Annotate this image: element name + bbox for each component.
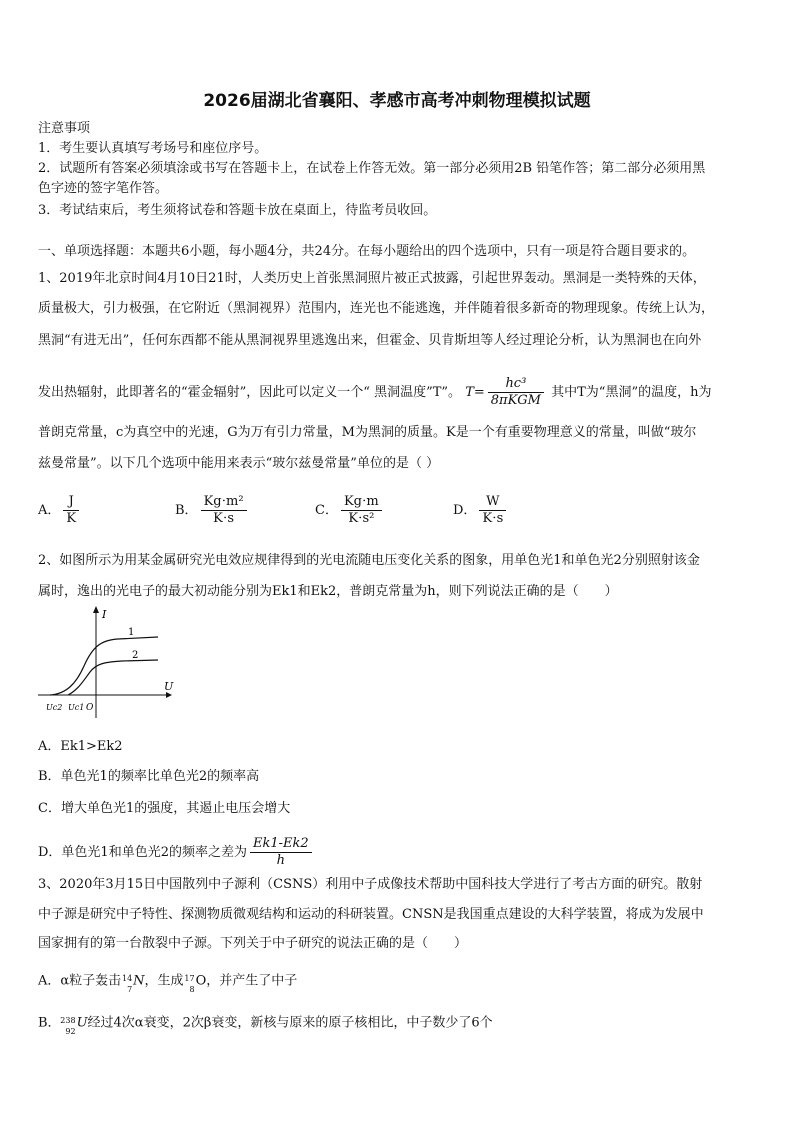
option-fraction (479, 494, 506, 527)
q2-option-d (38, 836, 760, 869)
notice-item-1: 1．考生要认真填写考场号和座位序号。 (38, 141, 268, 156)
uc2-label: Uc2 (46, 703, 63, 712)
q1-line-6: 兹曼常量”。以下几个选项中能用来表示“玻尔兹曼常量”单位的是（ ） (38, 456, 440, 471)
fraction-den: h (276, 853, 285, 868)
fraction-num: Ek1-Ek2 (250, 836, 312, 853)
element-symbol: O (195, 973, 207, 989)
section-heading: 一、单项选择题：本题共6小题，每小题4分，共24分。在每小题给出的四个选项中，只有一项是符合题目要求的。 (38, 244, 696, 259)
option-fraction (201, 494, 247, 527)
q1-line-4-pre: 发出热辐射，此即著名的“霍金辐射”，因此可以定义一个“ 黑洞温度”T”。 (38, 385, 462, 400)
oxygen-nuclide (184, 972, 196, 994)
y-axis-arrow (93, 606, 99, 613)
formula-lhs: T= (465, 385, 485, 400)
q1-line-4 (38, 376, 760, 409)
option-den: K⋅s (482, 511, 504, 526)
q2-option-b: B．单色光1的频率比单色光2的频率高 (38, 769, 260, 784)
option-den: K⋅s² (348, 511, 375, 526)
q3-line-2: 中子源是研究中子特性、探测物质微观结构和运动的科研装置。CNSN是我国重点建设的大科学装置，将成为发展中 (38, 907, 704, 922)
y-axis-label: I (102, 608, 107, 621)
notice-item-2: 2．试题所有答案必须填涂或书写在答题卡上，在试卷上作答无效。第一部分必须用2B 铅笔作答；第二部分必须用黑 (38, 161, 706, 176)
q3-line-1: 3、2020年3月15日中国散列中子源利（CSNS）利用中子成像技术帮助中国科技大学进行了考古方面的研究。散射 (38, 877, 703, 892)
q3-option-b-pre: B． (38, 1015, 61, 1031)
option-num: Kg⋅m (341, 494, 382, 511)
option-label: C． (315, 503, 338, 518)
photoelectric-iv-graph (38, 604, 178, 722)
formula-numerator: hc³ (488, 376, 544, 393)
q1-line-1: 1、2019年北京时间4月10日21时，人类历史上首张黑洞照片被正式披露，引起世界轰动。黑洞是一类特殊的天体， (38, 271, 706, 286)
mass-number: 14 (121, 974, 133, 983)
atomic-number: 7 (127, 985, 133, 994)
formula-denominator: 8πKGM (490, 393, 541, 408)
q2-line-2: 属时，逸出的光电子的最大初动能分别为Ek1和Ek2，普朗克常量为h，则下列说法正确的是（ ） (38, 584, 618, 599)
q1-line-4-post: 其中T为“黑洞”的温度，h为 (551, 385, 712, 400)
element-symbol: N (133, 973, 145, 989)
q1-line-3: 黑洞“有进无出”，任何东西都不能从黑洞视界里逃逸出来，但霍金、贝肯斯坦等人经过理论分析，认为黑洞也在向外 (38, 333, 702, 348)
nitrogen-nuclide (121, 972, 133, 994)
option-label: A． (38, 503, 61, 518)
x-axis-label: U (164, 680, 174, 693)
q2-option-d-text: D．单色光1和单色光2的频率之差为 (38, 845, 247, 860)
q3-option-a (38, 972, 760, 994)
option-num: Kg⋅m² (201, 494, 247, 511)
q3-option-b (38, 1014, 760, 1036)
frequency-difference-fraction (250, 836, 312, 869)
q1-option-c (315, 494, 385, 527)
page-title: 2026届湖北省襄阳、孝感市高考冲刺物理模拟试题 (203, 91, 591, 111)
q1-option-a (38, 494, 82, 527)
curve-2-label: 2 (132, 650, 139, 661)
option-num: J (63, 494, 79, 511)
atomic-number: 8 (189, 985, 195, 994)
mass-number: 17 (184, 974, 195, 983)
option-label: B． (175, 503, 198, 518)
option-num: W (479, 494, 506, 511)
option-fraction (63, 494, 79, 527)
hawking-temperature-formula (488, 376, 544, 409)
q2-line-1: 2、如图所示为用某金属研究光电效应规律得到的光电流随电压变化关系的图象，用单色光1和单色光2分别照射该金 (38, 553, 700, 568)
option-label: D． (453, 503, 477, 518)
option-fraction (341, 494, 382, 527)
option-den: K⋅s (213, 511, 234, 526)
notice-item-3: 3．考试结束后，考生须将试卷和答题卡放在桌面上，待监考员收回。 (38, 203, 437, 218)
curve-2 (68, 660, 158, 695)
curve-1 (50, 637, 158, 695)
curve-1-label: 1 (128, 627, 135, 638)
q1-option-d (453, 494, 509, 527)
origin-label: O (86, 703, 94, 713)
q2-option-c: C．增大单色光1的强度，其遏止电压会增大 (38, 801, 291, 816)
q2-option-a: A．Ek1>Ek2 (38, 739, 123, 754)
option-den: K (66, 511, 77, 526)
q3-option-a-post: ，并产生了中子 (206, 973, 298, 989)
atomic-number: 92 (65, 1027, 76, 1036)
q3-option-b-post: 经过4次α衰变，2次β衰变，新核与原来的原子核相比，中子数少了6个 (87, 1015, 493, 1031)
q1-option-b (175, 494, 250, 527)
q3-line-3: 国家拥有的第一台散裂中子源。下列关于中子研究的说法正确的是（ ） (38, 936, 468, 951)
q1-line-5: 普朗克常量，c为真空中的光速，G为万有引力常量，M为黑洞的质量。K是一个有重要物理意义的常量，叫做“玻尔 (38, 425, 697, 440)
uc1-label: Uc1 (68, 703, 85, 712)
uranium-nuclide (60, 1014, 77, 1036)
mass-number: 238 (60, 1016, 76, 1025)
element-symbol: U (76, 1015, 88, 1031)
q3-option-a-mid: ，生成 (144, 973, 184, 989)
q3-option-a-pre: A．α粒子轰击 (38, 973, 122, 989)
notice-item-2-cont: 色字迹的签字笔作答。 (38, 181, 169, 196)
q1-line-2: 质量极大，引力极强，在它附近（黑洞视界）范围内，连光也不能逃逸，并伴随着很多新奇的物理现象。传统上认为， (38, 301, 715, 316)
notice-heading: 注意事项 (38, 121, 91, 136)
